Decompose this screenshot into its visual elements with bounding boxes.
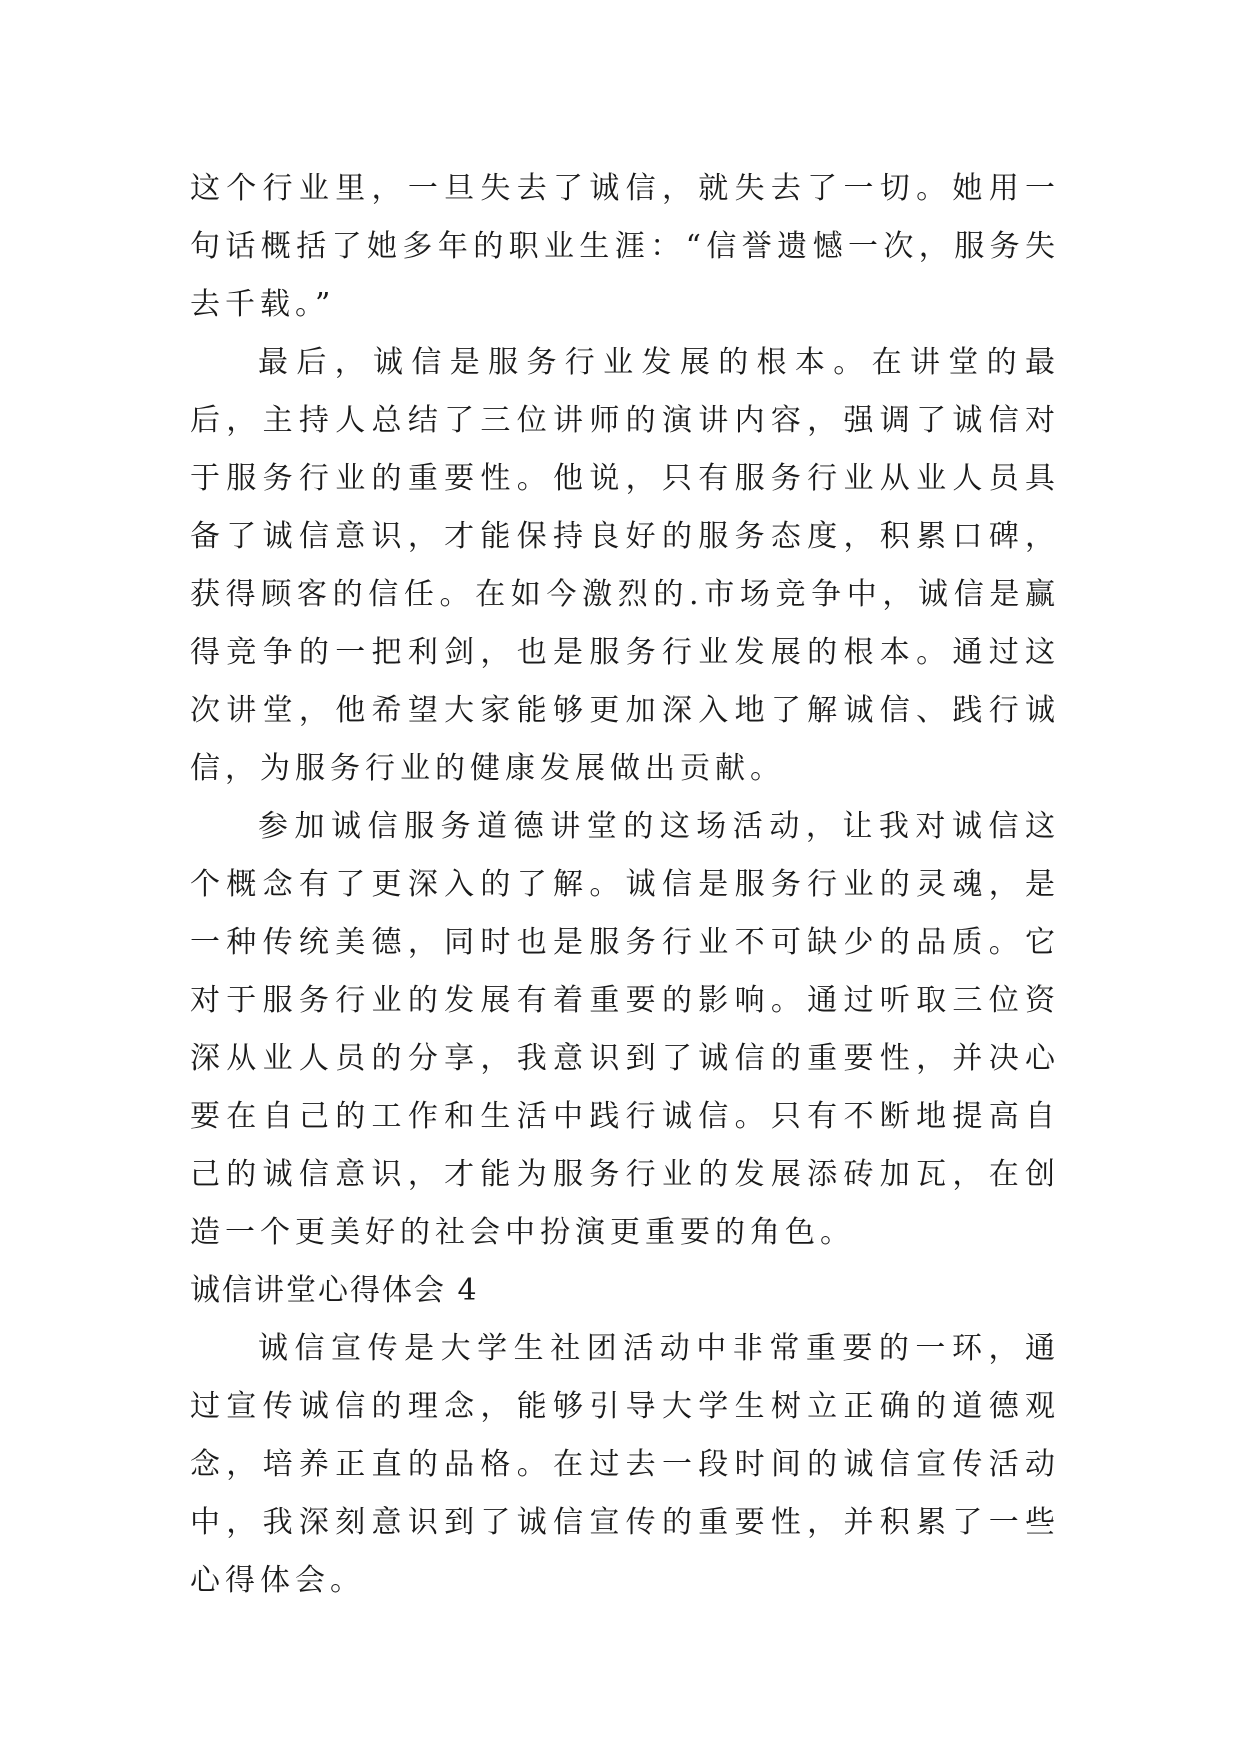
paragraph-continuation: 这个行业里，一旦失去了诚信，就失去了一切。她用一句话概括了她多年的职业生涯：“信誉遗憾一次，服务失去千载。” [190,171,1060,322]
paragraph-reflection: 参加诚信服务道德讲堂的这场活动，让我对诚信这个概念有了更深入的了解。诚信是服务行业的灵魂，是一种传统美德，同时也是服务行业不可缺少的品质。它对于服务行业的发展有着重要的影响。通过听取三位资深从业人员的分享，我意识到了诚信的重要性，并决心要在自己的工作和生活中践行诚信。只有不断地提高自己的诚信意识，才能为服务行业的发展添砖加瓦，在创造一个更美好的社会中扮演更重要的角色。 [190,809,1060,1250]
paragraph-section-intro: 诚信宣传是大学生社团活动中非常重要的一环，通过宣传诚信的理念，能够引导大学生树立正确的道德观念，培养正直的品格。在过去一段时间的诚信宣传活动中，我深刻意识到了诚信宣传的重要性，并积累了一些心得体会。 [190,1331,1060,1598]
document-body [190,160,1060,1610]
section-heading: 诚信讲堂心得体会 4 [190,1273,479,1308]
paragraph-conclusion: 最后，诚信是服务行业发展的根本。在讲堂的最后，主持人总结了三位讲师的演讲内容，强调了诚信对于服务行业的重要性。他说，只有服务行业从业人员具备了诚信意识，才能保持良好的服务态度，积累口碑，获得顾客的信任。在如今激烈的.市场竞争中，诚信是赢得竞争的一把利剑，也是服务行业发展的根本。通过这次讲堂，他希望大家能够更加深入地了解诚信、践行诚信，为服务行业的健康发展做出贡献。 [190,345,1060,786]
